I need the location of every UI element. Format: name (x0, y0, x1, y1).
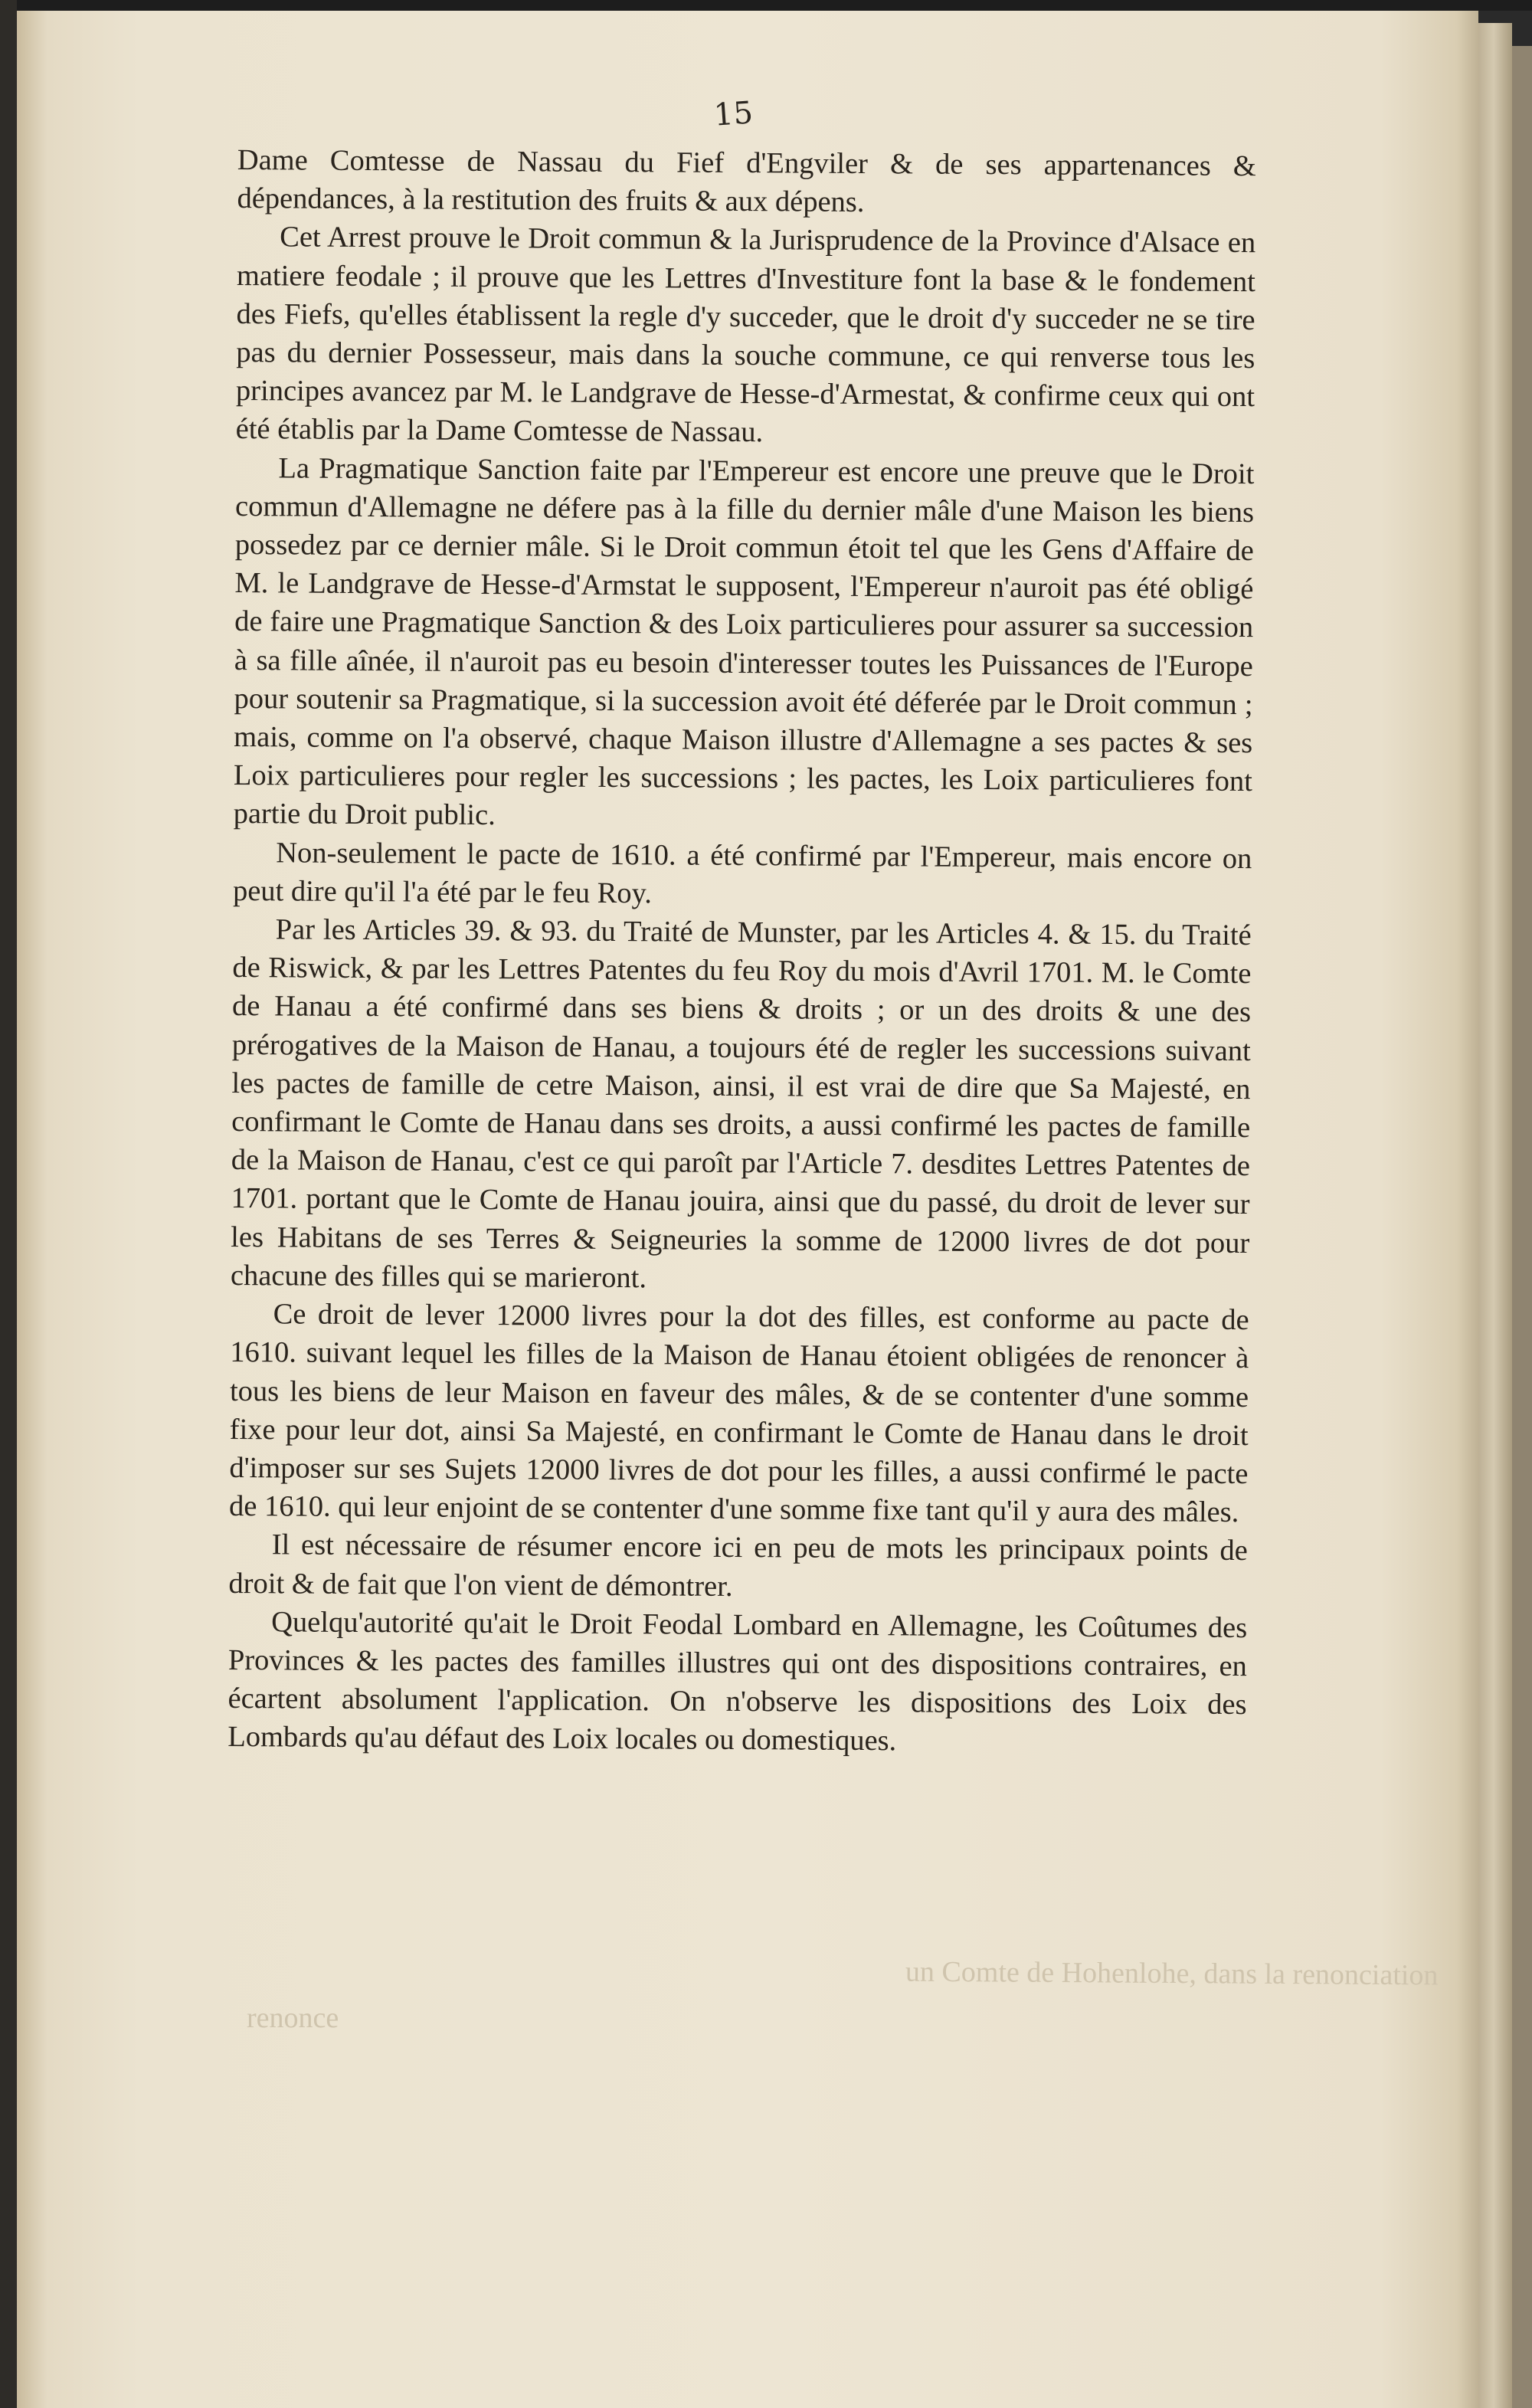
paragraph: Quelqu'autorité qu'ait le Droit Feodal Lombard en Allemagne, les Coûtumes des Provinces & les pactes des familles illustres qui ont des dispositions contraires, en écartent absolument l'application. On n'observe les dispositions des Loix des Lombards qu'au défaut des Loix locales ou domestiques. (228, 1606, 1248, 1758)
paragraph: Non-seulement le pacte de 1610. a été confirmé par l'Empereur, mais encore on peut dire qu'il l'a été par le feu Roy. (232, 836, 1252, 910)
scan-background-left (0, 0, 17, 2408)
bleed-through-text: un Comte de Hohenlohe, dans la renonciation (905, 1955, 1439, 1992)
paragraph: La Pragmatique Sanction faite par l'Empereur est encore une preuve que le Droit commun d'Allemagne ne défere pas à la fille du dernier mâle d'une Maison les biens possedez par ce dernier mâle. Si le Droit commun étoit tel que les Gens d'Affaire de M. le Landgrave de Hesse-d'Armstat le supposent, l'Empereur n'auroit pas été obligé de faire une Pragmatique Sanction & des Loix particulieres pour assurer sa succession à sa fille aînée, il n'auroit pas eu besoin d'interesser toutes les Puissances de l'Europe pour soutenir sa Pragmatique, si la succession avoit été déferée par le Droit commun ; mais, comme on l'a observé, chaque Maison illustre d'Allemagne a ses pactes & ses Loix particulieres pour regler les successions ; les pactes, les Loix particulieres font partie du Droit public. (233, 451, 1255, 832)
page-body (228, 141, 1256, 1763)
paragraph: Il est nécessaire de résumer encore ici en peu de mots les principaux points de droit & de fait que l'on vient de démontrer. (228, 1528, 1248, 1603)
paragraph: Par les Articles 39. & 93. du Traité de Munster, par les Articles 4. & 15. du Traité de Riswick, & par les Lettres Patentes du feu Roy du mois d'Avril 1701. M. le Comte de Hanau a été confirmé dans ses biens & droits ; or un des droits & une des prérogatives de la Maison de Hanau, a toujours été de regler les successions suivant les pactes de famille de cetre Maison, ainsi, il est vrai de dire que Sa Majesté, en confirmant le Comte de Hanau dans ses droits, a aussi confirmé les pactes de famille de la Maison de Hanau, c'est ce qui paroît par l'Article 7. desdites Lettres Patentes de 1701. portant que le Comte de Hanau jouira, ainsi que du passé, du droit de lever sur les Habitans de ses Terres & Seigneuries la somme de 12000 livres de dot pour chacune des filles qui se marieront. (230, 913, 1252, 1295)
bleed-through-text: renonce (247, 2002, 339, 2034)
paragraph: Cet Arrest prouve le Droit commun & la Jurisprudence de la Province d'Alsace en matiere feodale ; il prouve que les Lettres d'Investiture font la base & le fondement des Fiefs, qu'elles établissent la regle d'y succeder, que le droit d'y succeder ne se tire pas du dernier Possesseur, mais dans la souche commune, ce qui renverse tous les principes avancez par M. le Landgrave de Hesse-d'Armestat, & confirme ceux qui ont été établis par la Dame Comtesse de Nassau. (235, 221, 1256, 449)
page-number: 15 (712, 95, 755, 133)
paragraph: Dame Comtesse de Nassau du Fief d'Engviler & de ses appartenances & dépendances, à la restitution des fruits & aux dépens. (237, 143, 1256, 219)
scan-background-right (1512, 46, 1532, 2408)
page-stack-edge (1478, 23, 1512, 2408)
scan-background-top (0, 0, 1532, 11)
book-page (17, 11, 1478, 2408)
paragraph: Ce droit de lever 12000 livres pour la dot des filles, est conforme au pacte de 1610. suivant lequel les filles de la Maison de Hanau étoient obligées de renoncer à tous les biens de leur Maison en faveur des mâles, & de se contenter d'une somme fixe pour leur dot, ainsi Sa Majesté, en confirmant le Comte de Hanau dans le droit d'imposer sur ses Sujets 12000 livres de dot pour les filles, a aussi confirmé le pacte de 1610. qui leur enjoint de se contenter d'une somme fixe tant qu'il y aura des mâles. (228, 1298, 1249, 1529)
